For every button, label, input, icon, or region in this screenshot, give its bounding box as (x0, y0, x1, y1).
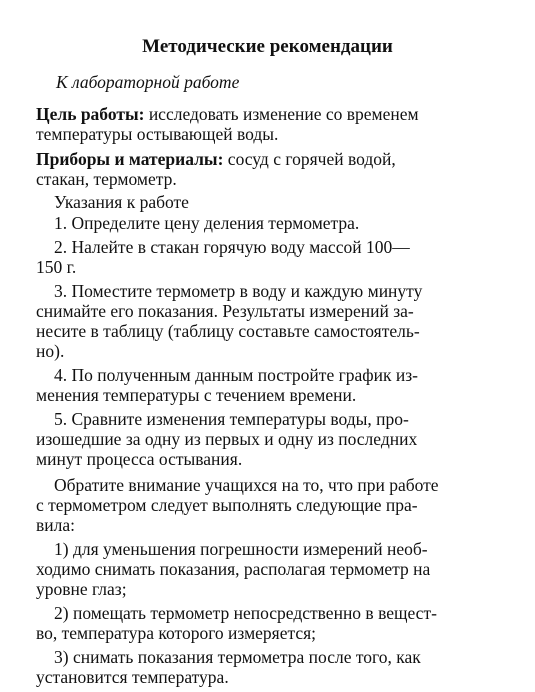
rule-1-line-3: уровне глаз; (36, 579, 127, 599)
goal-line-2: температуры остывающей воды. (36, 124, 279, 144)
materials-text: сосуд с горячей водой, (227, 149, 396, 169)
step-1: 1. Определите цену деления термометра. (54, 213, 360, 233)
step-3-line-4: но). (36, 341, 65, 361)
subtitle: К лабораторной работе (56, 72, 240, 92)
materials-label: Приборы и материалы: (36, 149, 224, 169)
note-line-2: с термометром следует выполнять следующие пра- (36, 495, 418, 515)
rule-2-line-2: во, температура которого измеряется; (36, 623, 317, 643)
step-3-line-2: снимайте его показания. Результаты измерений за- (36, 301, 414, 321)
rule-1-line-1: 1) для уменьшения погрешности измерений необ- (54, 539, 428, 559)
step-2-line-1: 2. Налейте в стакан горячую воду массой 100— (54, 237, 410, 257)
step-5-line-1: 5. Сравните изменения температуры воды, про- (54, 409, 409, 429)
materials-line-2: стакан, термометр. (36, 169, 177, 189)
goal-line-1 (36, 103, 530, 125)
step-2-line-2: 150 г. (36, 257, 77, 277)
note-line-1: Обратите внимание учащихся на то, что при работе (54, 475, 439, 495)
rule-3-line-1: 3) снимать показания термометра после того, как (54, 647, 421, 667)
page-title: Методические рекомендации (142, 36, 393, 57)
step-3-line-3: несите в таблицу (таблицу составьте самостоятель- (36, 321, 420, 341)
rule-2-line-1: 2) помещать термометр непосредственно в вещест- (54, 603, 437, 623)
note-line-3: вила: (36, 515, 75, 535)
step-4-line-2: менения температуры с течением времени. (36, 385, 357, 405)
rule-1-line-2: ходимо снимать показания, располагая термометр на (36, 559, 431, 579)
step-5-line-3: минут процесса остывания. (36, 449, 243, 469)
instructions-heading: Указания к работе (54, 192, 189, 212)
step-4-line-1: 4. По полученным данным постройте график из- (54, 365, 418, 385)
goal-label: Цель работы: (36, 104, 145, 124)
goal-text: исследовать изменение со временем (148, 104, 419, 124)
rule-3-line-2: установится температура. (36, 667, 229, 687)
step-3-line-1: 3. Поместите термометр в воду и каждую минуту (54, 281, 423, 301)
materials-line-1 (36, 148, 530, 170)
step-5-line-2: изошедшие за одну из первых и одну из последних (36, 429, 418, 449)
